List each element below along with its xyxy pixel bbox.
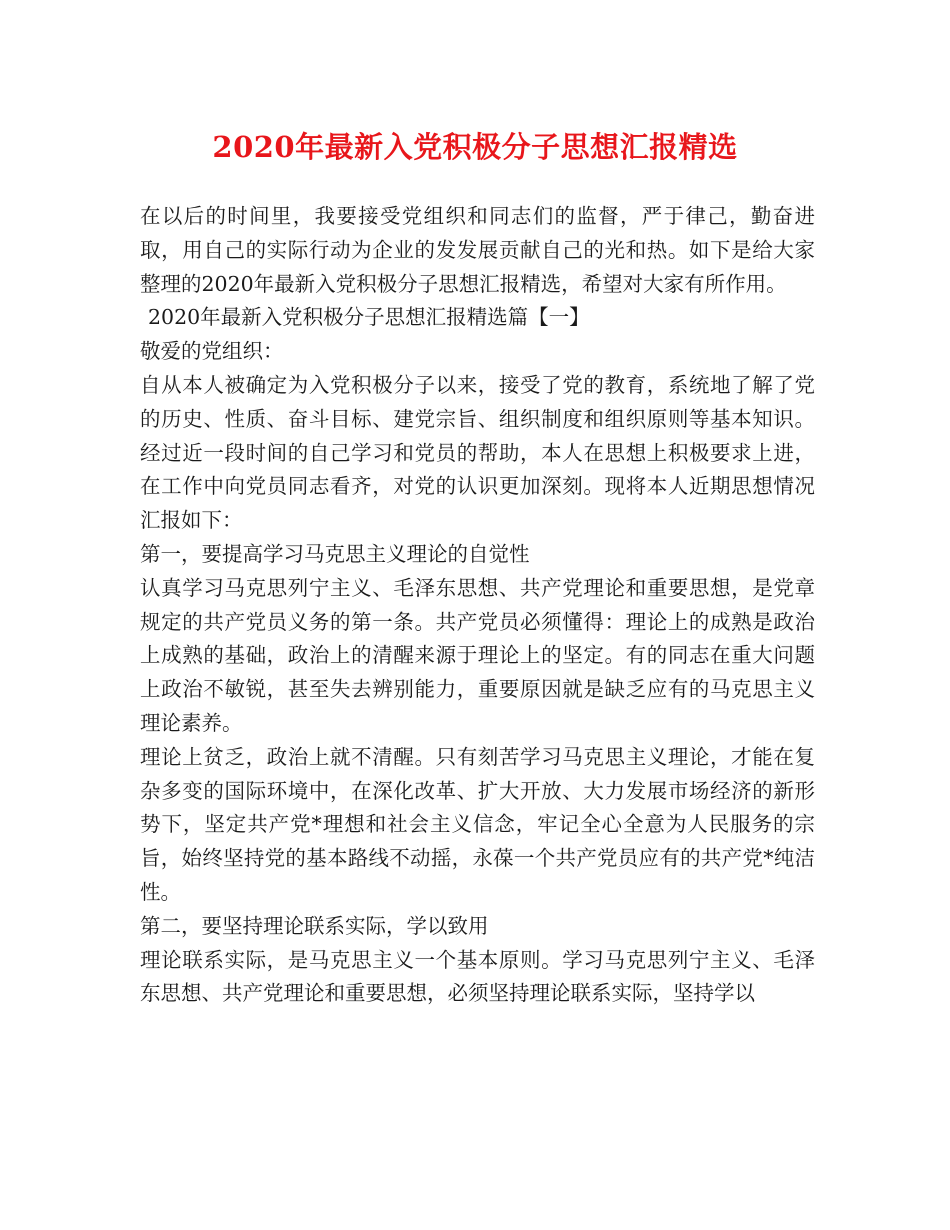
body-paragraph: 认真学习马克思列宁主义、毛泽东思想、共产党理论和重要思想，是党章规定的共产党员义务的第一条。共产党员必须懂得：理论上的成熟是政治上成熟的基础，政治上的清醒来源于理论上的坚定。有的同志在重大问题上政治不敏锐，甚至失去辨别能力，重要原因就是缺乏应有的马克思主义理论素养。: [140, 575, 815, 735]
point-heading: 第一，要提高学习马克思主义理论的自觉性: [140, 541, 530, 566]
point-heading: 第二，要坚持理论联系实际，学以致用: [140, 913, 489, 938]
intro-paragraph: 在以后的时间里，我要接受党组织和同志们的监督，严于律己，勤奋进取，用自己的实际行动为企业的发发展贡献自己的光和热。如下是给大家整理的2020年最新入党积极分子思想汇报精选，希望对大家有所作用。: [140, 204, 815, 296]
body-paragraph: 理论联系实际，是马克思主义一个基本原则。学习马克思列宁主义、毛泽东思想、共产党理论和重要思想，必须坚持理论联系实际，坚持学以: [140, 947, 815, 1006]
section-heading: 2020年最新入党积极分子思想汇报精选篇【一】: [148, 305, 590, 330]
body-paragraph: 自从本人被确定为入党积极分子以来，接受了党的教育，系统地了解了党的历史、性质、奋斗目标、建党宗旨、组织制度和组织原则等基本知识。经过近一段时间的自己学习和党员的帮助，本人在思想上积极要求上进，在工作中向党员同志看齐，对党的认识更加深刻。现将本人近期思想情况汇报如下：: [140, 372, 815, 533]
body-paragraph: 理论上贫乏，政治上就不清醒。只有刻苦学习马克思主义理论，才能在复杂多变的国际环境中，在深化改革、扩大开放、大力发展市场经济的新形势下，坚定共产党*理想和社会主义信念，牢记全心全意为人民服务的宗旨，始终坚持党的基本路线不动摇，永葆一个共产党员应有的共产党*纯洁性。: [140, 744, 815, 904]
document-title: 2020年最新入党积极分子思想汇报精选: [212, 130, 738, 164]
salutation: 敬爱的党组织：: [140, 339, 284, 364]
document-body: [140, 200, 815, 1011]
